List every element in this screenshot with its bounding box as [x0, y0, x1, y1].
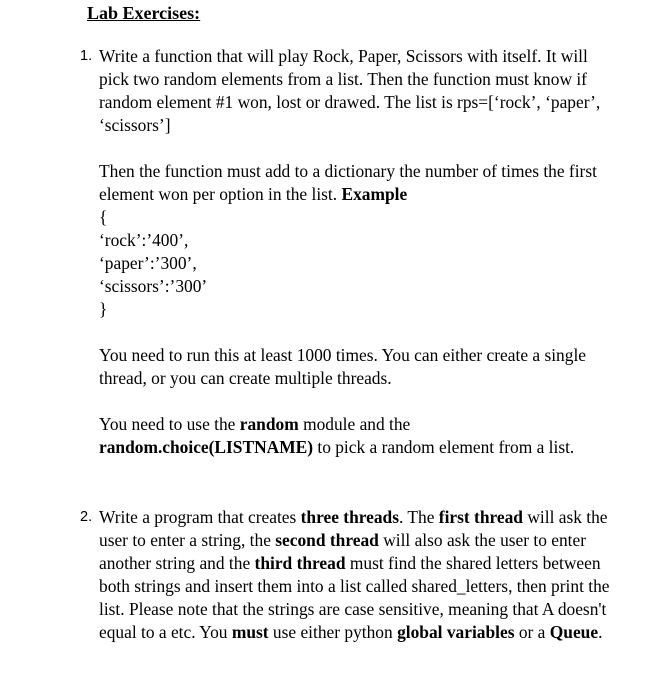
- ex2-text-3: will ask the user to enter a string, the: [99, 507, 608, 550]
- exercise-1-number: 1.: [80, 48, 93, 64]
- ex2-text-6: use either python: [272, 622, 393, 642]
- ex2-bold-three-threads: three threads: [300, 507, 399, 527]
- random-text-b: module and the: [303, 414, 411, 434]
- code-line-paper: ‘paper’:’300’,: [99, 253, 197, 273]
- ex2-bold-first-thread: first thread: [438, 507, 523, 527]
- ex2-text-5: must find the shared letters between both strings and insert them into a list called shared_letters, then print the list. Please note that the strings are case sensitive, meaning that A doesn't equal to a etc. You: [99, 553, 610, 642]
- ex2-bold-second-thread: second thread: [275, 530, 379, 550]
- random-module-term: random: [239, 414, 299, 434]
- exercise-1-intro: Write a function that will play Rock, Paper, Scissors with itself. It will pick two random elements from a list. Then the function must know if random element #1 won, lost or drawed. The list is rps=[‘rock’, ‘paper’, ‘scissors’]: [99, 46, 601, 135]
- code-line-rock: ‘rock’:’400’,: [99, 230, 189, 250]
- exercise-2: [80, 506, 620, 644]
- exercise-1: [80, 45, 620, 459]
- exercise-2-number: 2.: [80, 509, 93, 525]
- ex2-bold-third-thread: third thread: [254, 553, 346, 573]
- ex2-text-2: . The: [399, 507, 435, 527]
- example-label: Example: [341, 184, 408, 204]
- code-line-scissors: ‘scissors’:’300’: [99, 276, 208, 296]
- dictionary-text: Then the function must add to a dictionary the number of times the first element won per option in the list.: [99, 161, 597, 204]
- exercise-1-random-module-instructions: [99, 413, 620, 459]
- exercise-1-body: [99, 45, 620, 459]
- code-close-brace: }: [99, 299, 108, 319]
- random-text-a: You need to use the: [99, 414, 236, 434]
- ex2-text-4: will also ask the user to enter another string and the: [99, 530, 587, 573]
- ex2-bold-queue: Queue: [549, 622, 599, 642]
- ex2-bold-must: must: [231, 622, 269, 642]
- exercise-2-paragraph: [99, 506, 620, 644]
- ex2-text-1: Write a program that creates: [99, 507, 297, 527]
- page-title: Lab Exercises:: [87, 3, 201, 23]
- random-text-c: to pick a random element from a list.: [317, 437, 575, 457]
- exercise-1-dictionary-instructions: [99, 160, 620, 206]
- code-open-brace: {: [99, 207, 108, 227]
- exercise-1-run-instructions: You need to run this at least 1000 times. You can either create a single thread, or you can create multiple threads.: [99, 345, 587, 388]
- ex2-bold-global-variables: global variables: [397, 622, 515, 642]
- exercise-2-body: [99, 506, 620, 644]
- random-choice-term: random.choice(LISTNAME): [99, 437, 313, 457]
- ex2-text-7: or a: [518, 622, 546, 642]
- ex2-text-8: .: [598, 622, 603, 642]
